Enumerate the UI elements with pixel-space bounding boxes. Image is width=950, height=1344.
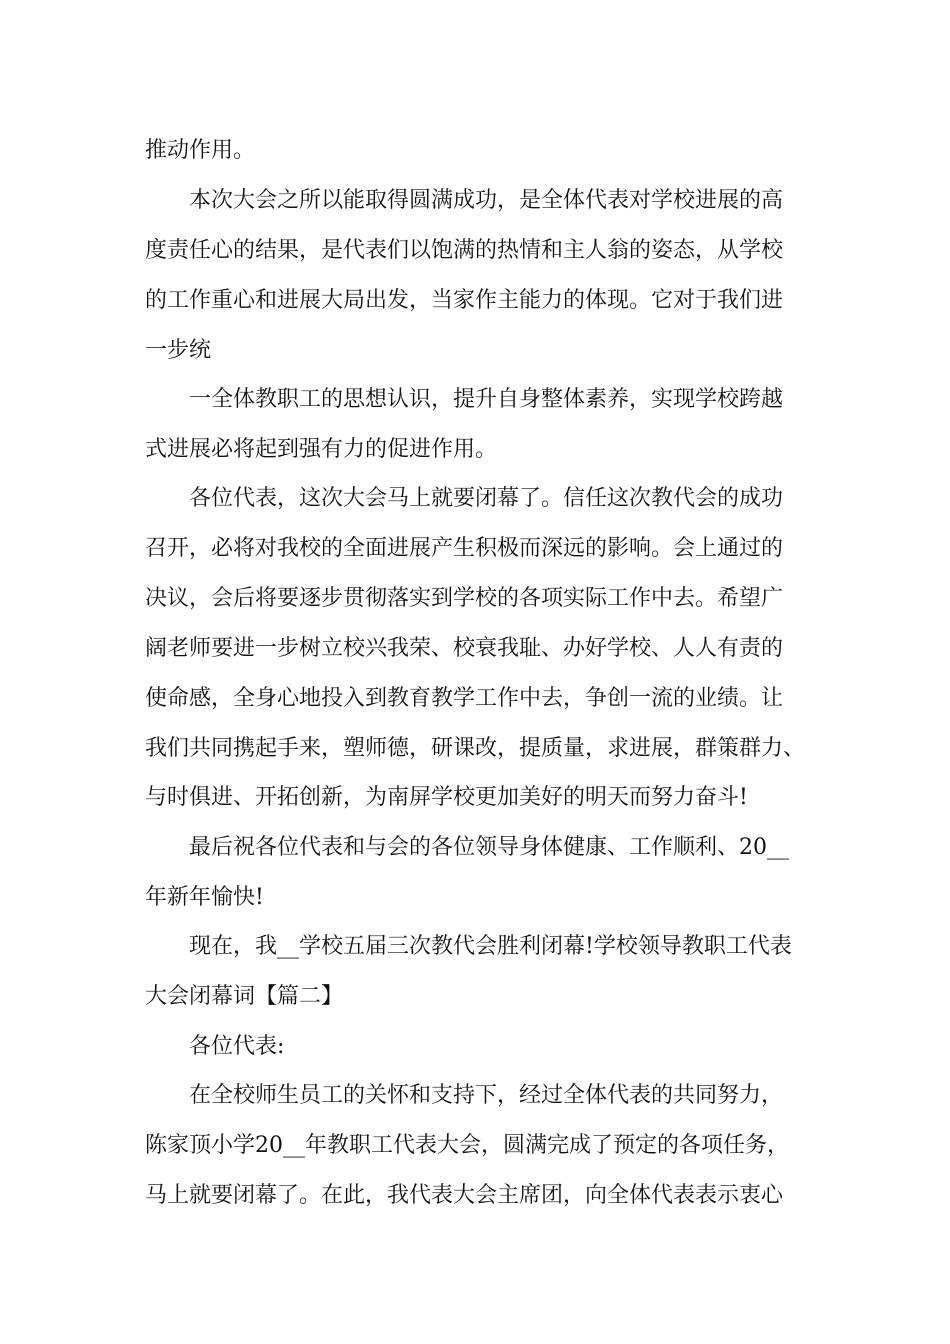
text-line: 一步统 xyxy=(145,338,212,363)
text-line: 我们共同携起手来，塑师德，研课改，提质量，求进展，群策群力、 xyxy=(145,736,806,761)
text-line: 与时俱进、开拓创新，为南屏学校更加美好的明天而努力奋斗! xyxy=(145,785,748,810)
text-line: 阔老师要进一步树立校兴我荣、校衰我耻、办好学校、人人有责的 xyxy=(145,636,784,661)
text-line: 度责任心的结果，是代表们以饱满的热情和主人翁的姿态，从学校 xyxy=(145,238,784,263)
text-line: 决议，会后将要逐步贯彻落实到学校的各项实际工作中去。希望广 xyxy=(145,586,784,611)
text-line: 各位代表，这次大会马上就要闭幕了。信任这次教代会的成功 xyxy=(145,486,784,511)
text-line: 使命感，全身心地投入到教育教学工作中去，争创一流的业绩。让 xyxy=(145,686,784,711)
text-line: 现在，我__学校五届三次教代会胜利闭幕!学校领导教职工代表 xyxy=(145,934,792,959)
text-line: 最后祝各位代表和与会的各位领导身体健康、工作顺利、20__ xyxy=(145,835,789,860)
text-line: 各位代表: xyxy=(145,1034,285,1059)
text-line: 本次大会之所以能取得圆满成功，是全体代表对学校进展的高 xyxy=(145,188,784,213)
text-line: 推动作用。 xyxy=(145,138,256,163)
text-line: 马上就要闭幕了。在此，我代表大会主席团，向全体代表表示衷心 xyxy=(145,1183,784,1208)
text-line: 在全校师生员工的关怀和支持下，经过全体代表的共同努力， xyxy=(145,1083,784,1108)
text-line: 的工作重心和进展大局出发，当家作主能力的体现。它对于我们进 xyxy=(145,288,784,313)
text-line: 召开，必将对我校的全面进展产生积极而深远的影响。会上通过的 xyxy=(145,536,784,561)
text-line: 年新年愉快! xyxy=(145,885,264,910)
text-line: 一全体教职工的思想认识，提升自身整体素养，实现学校跨越 xyxy=(145,387,784,412)
text-line: 陈家顶小学20__年教职工代表大会，圆满完成了预定的各项任务， xyxy=(145,1133,789,1158)
text-line: 式进展必将起到强有力的促进作用。 xyxy=(145,437,498,462)
text-line: 大会闭幕词【篇二】 xyxy=(145,984,344,1009)
